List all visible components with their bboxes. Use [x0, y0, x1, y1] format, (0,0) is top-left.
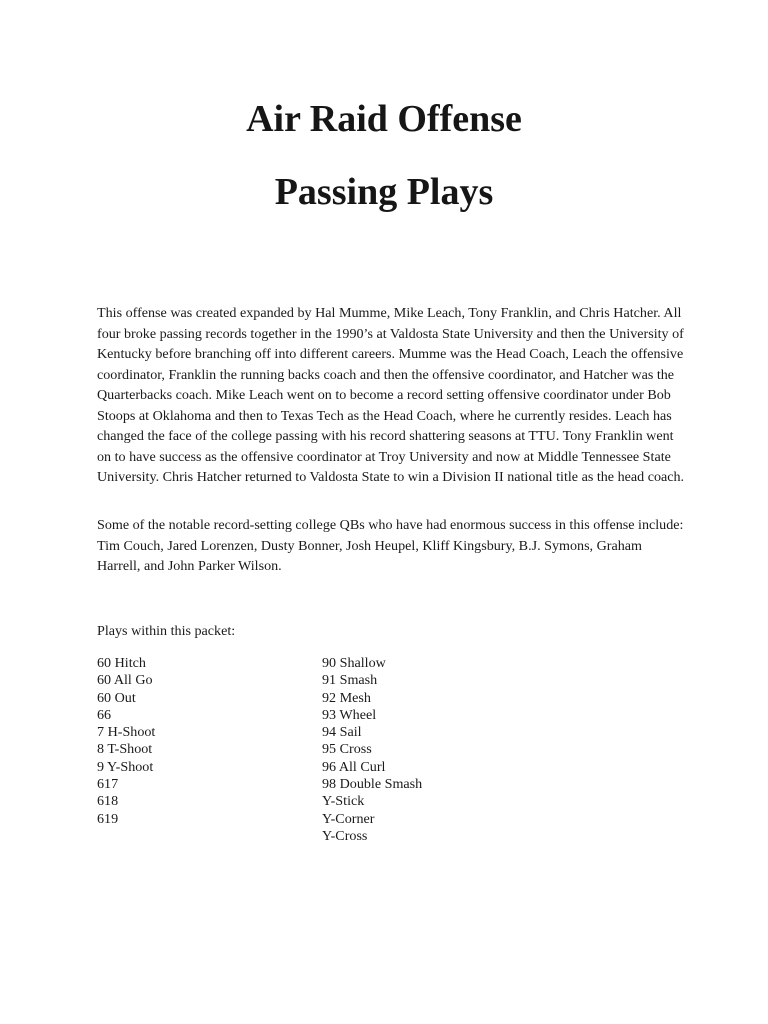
play-item: 66	[97, 706, 112, 723]
page-subtitle: Passing Plays	[274, 171, 494, 213]
play-item: 618	[97, 793, 119, 810]
play-item: 90 Shallow	[322, 655, 386, 671]
play-item: 60 Out	[97, 689, 136, 706]
plays-list-column-1	[97, 655, 155, 828]
plays-list-column-2	[322, 655, 422, 845]
play-item: 98 Double Smash	[322, 776, 423, 793]
play-item: 60 All Go	[97, 672, 153, 689]
play-item: Y-Stick	[322, 793, 365, 810]
intro-paragraph: This offense was created expanded by Hal Mumme, Mike Leach, Tony Franklin, and Chris Hatcher. All four broke passing records together in the 1990’s at Valdosta State University and then the University of Kentucky before branching off into different careers. Mumme was the Head Coach, Leach the offensive coordinator, Franklin the running backs coach and then the offensive coordinator, and Hatcher was the Quarterbacks coach. Mike Leach went on to become a record setting offensive coordinator under Bob Stoops at Oklahoma and then to Texas Tech as the Head Coach, where he currently resides. Leach has changed the face of the college passing with his record shattering seasons at TTU. Tony Franklin went on to have success as the offensive coordinator at Troy University and now at Middle Tennessee State University. Chris Hatcher returned to Valdosta State to win a Division II national title as the head coach.	[97, 305, 685, 485]
qbs-paragraph: Some of the notable record-setting college QBs who have had enormous success in this offense include: Tim Couch, Jared Lorenzen, Dusty Bonner, Josh Heupel, Kliff Kingsbury, B.J. Symons, Graham Harrell, and John Parker Wilson.	[97, 517, 684, 574]
play-item: 95 Cross	[322, 741, 372, 758]
play-item: 619	[97, 810, 119, 827]
play-item: 93 Wheel	[322, 706, 377, 723]
play-item: 8 T-Shoot	[97, 741, 153, 758]
play-item: Y-Cross	[322, 827, 368, 844]
play-item: 60 Hitch	[97, 655, 146, 671]
play-item: 92 Mesh	[322, 689, 371, 706]
play-item: 7 H-Shoot	[97, 724, 156, 741]
play-item: Y-Corner	[322, 810, 375, 827]
play-item: 96 All Curl	[322, 758, 386, 775]
play-item: 94 Sail	[322, 724, 362, 741]
plays-heading: Plays within this packet:	[97, 623, 236, 639]
play-item: 617	[97, 776, 119, 793]
page-title: Air Raid Offense	[246, 98, 522, 140]
play-item: 91 Smash	[322, 672, 378, 689]
play-item: 9 Y-Shoot	[97, 758, 154, 775]
